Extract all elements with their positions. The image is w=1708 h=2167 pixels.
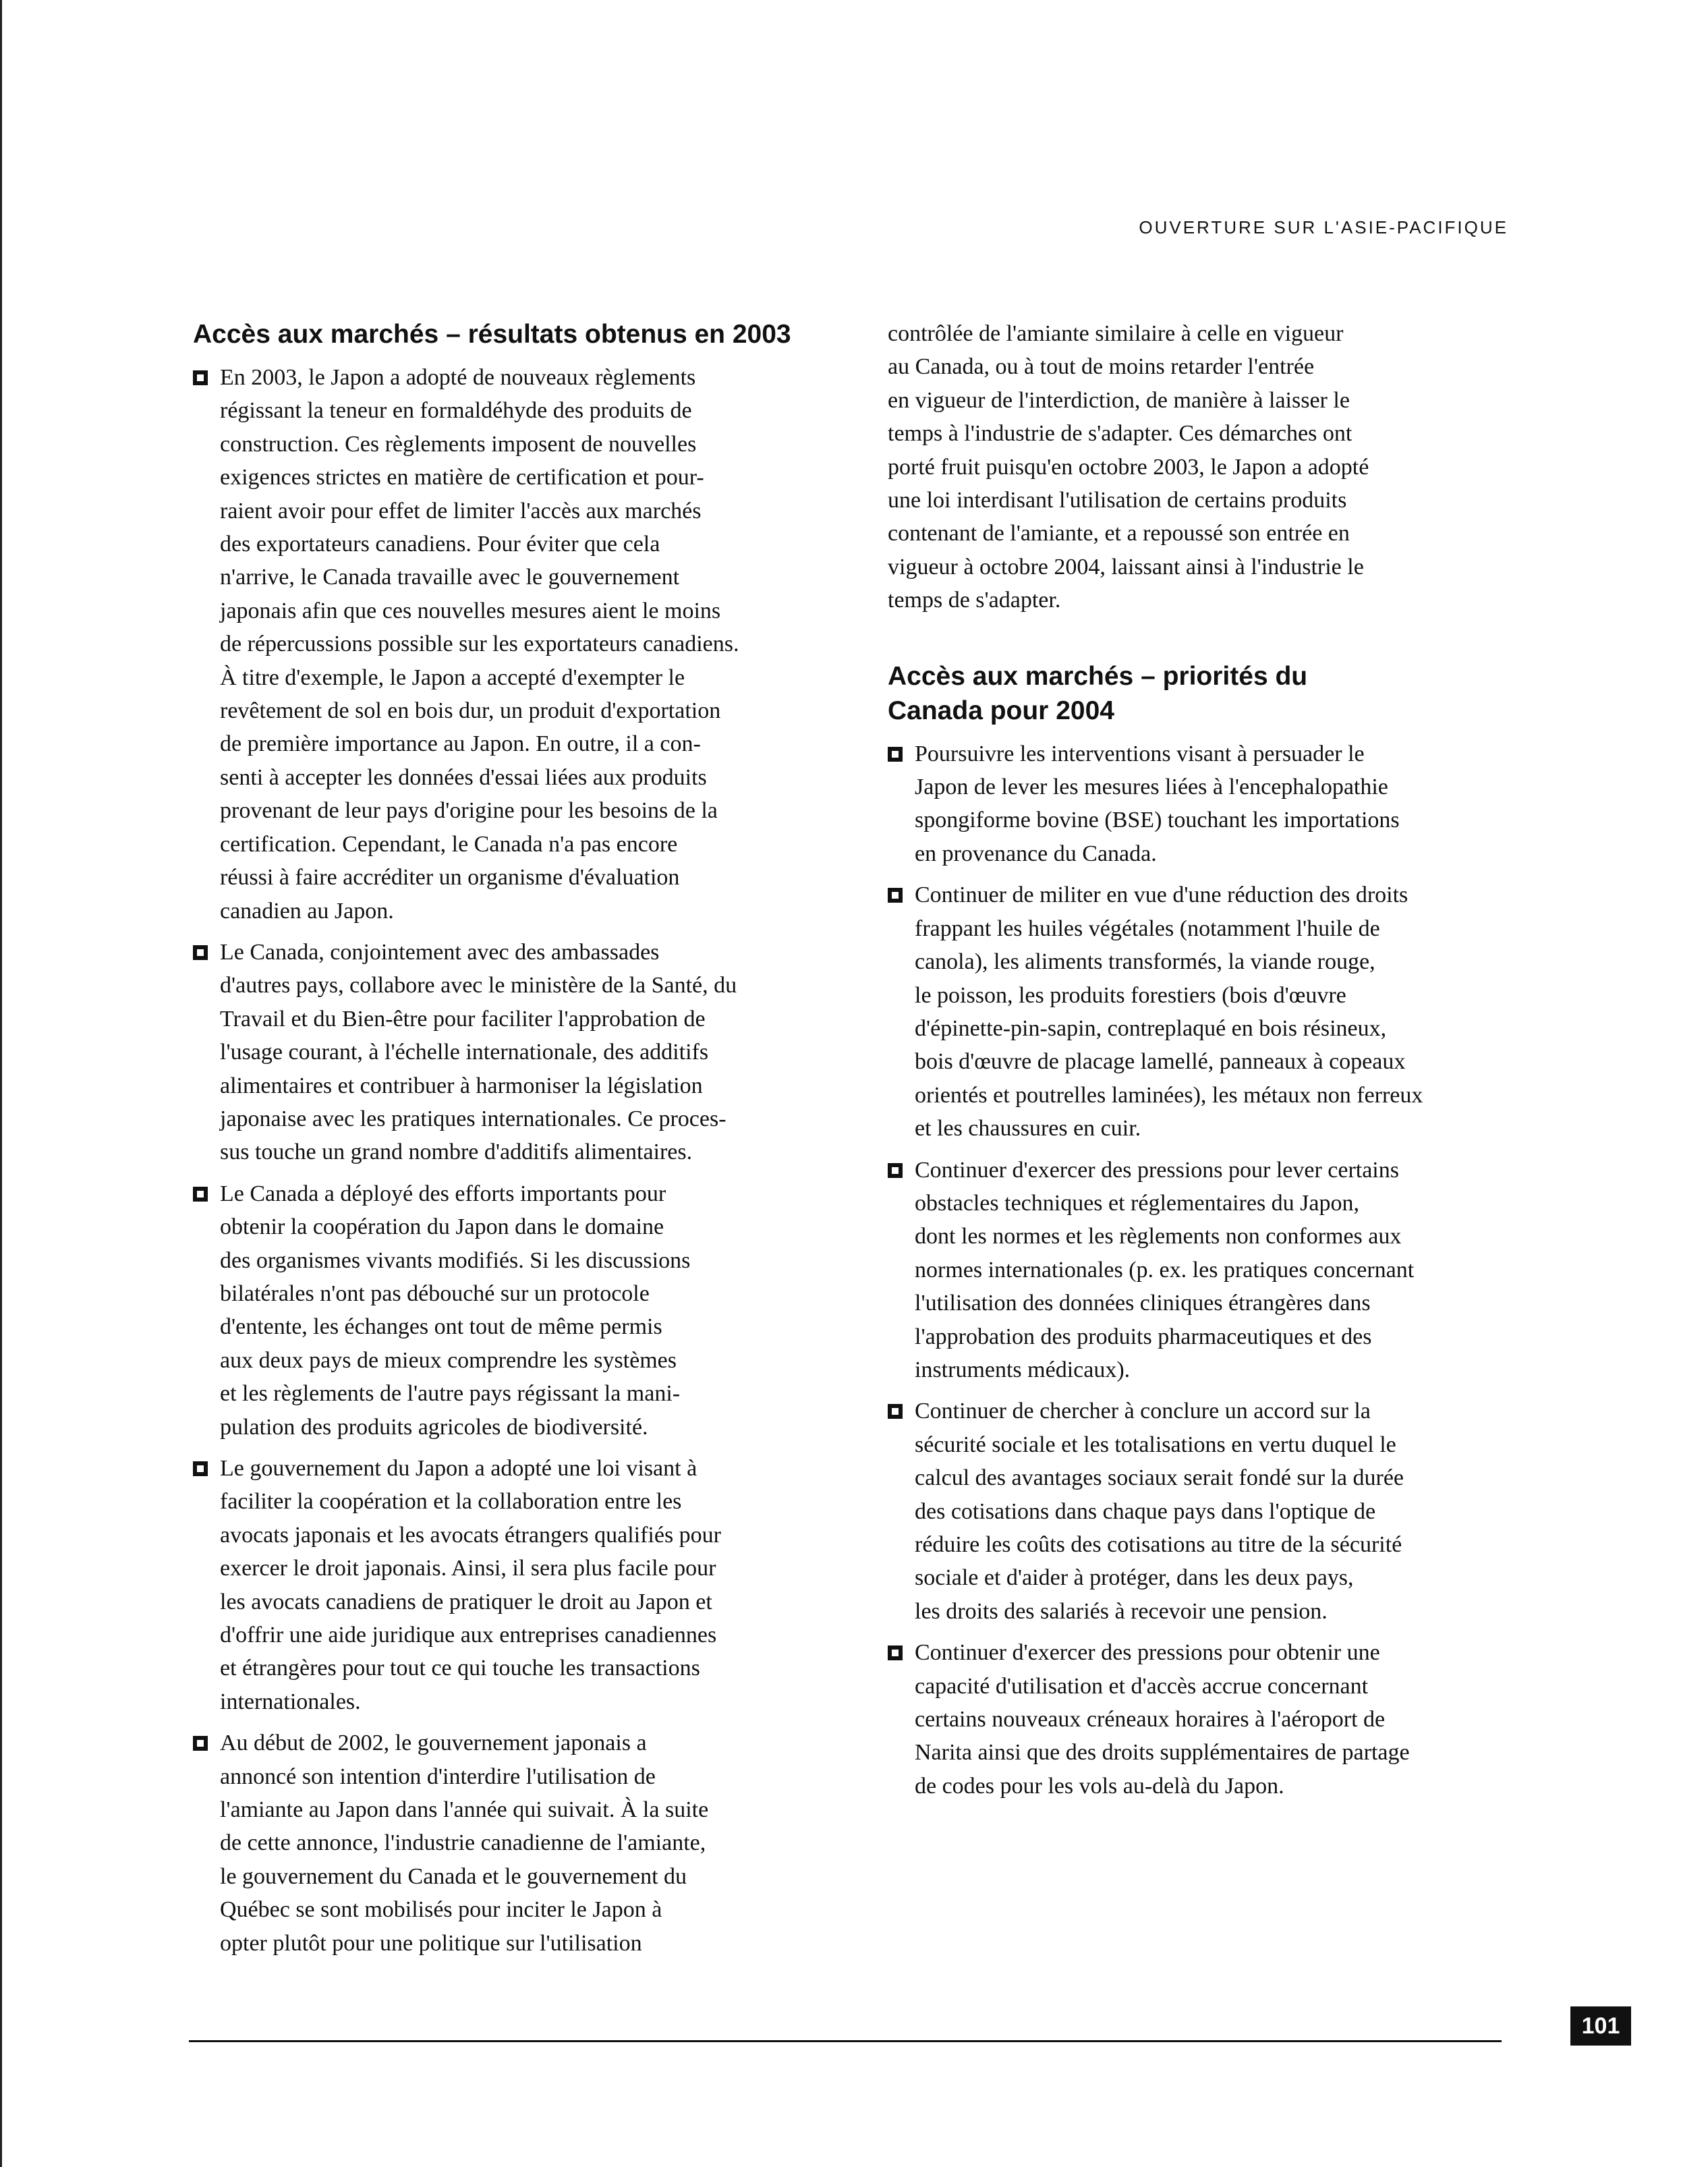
section-heading-priorities-2004: Accès aux marchés – priorités du Canada pour 2004 bbox=[888, 661, 1308, 725]
list-item bbox=[193, 936, 820, 1169]
list-item-text: Le gouvernement du Japon a adopté une loi visant à faciliter la coopération et la collaboration entre les avocats japonais et les avocats étrangers qualifiés pour exercer le droit japonais. Ainsi, il sera plus facile pour les avocats canadiens de pratiquer le droit au Japon et d'offrir une aide juridique aux entreprises canadiennes et étrangères pour tout ce qui touche les transactions internationales. bbox=[220, 1456, 722, 1714]
scan-edge bbox=[0, 0, 9, 2167]
list-item bbox=[193, 361, 820, 928]
list-item bbox=[888, 737, 1515, 871]
square-bullet-icon bbox=[888, 1163, 903, 1178]
continuation-paragraph: contrôlée de l'amiante similaire à celle en vigueur au Canada, ou à tout de moins retarder l'entrée en vigueur de l'interdiction, de manière à laisser le temps à l'industrie de s'adapter. Ces démarches ont porté fruit puisqu'en octobre 2003, le Japon a adopté une loi interdisant l'utilisation de certains produits contenant de l'amiante, et a repoussé son entrée en vigueur à octobre 2004, laissant ainsi à l'industrie le temps de s'adapter. bbox=[888, 321, 1369, 613]
list-item bbox=[193, 1452, 820, 1718]
right-column bbox=[888, 317, 1515, 1811]
square-bullet-icon bbox=[193, 1736, 208, 1751]
list-item bbox=[193, 1177, 820, 1444]
square-bullet-icon bbox=[193, 1461, 208, 1476]
list-item bbox=[888, 878, 1515, 1145]
square-bullet-icon bbox=[888, 1645, 903, 1660]
square-bullet-icon bbox=[888, 888, 903, 903]
list-item-text: Continuer de chercher à conclure un accord sur la sécurité sociale et les totalisations en vertu duquel le calcul des avantages sociaux serait fondé sur la durée des cotisations dans chaque pays dans l'optique de réduire les coûts des cotisations au titre de la sécurité sociale et d'aider à protéger, dans les deux pays, les droits des salariés à recevoir une pension. bbox=[915, 1399, 1404, 1624]
left-column bbox=[193, 317, 820, 1968]
list-item-text: Le Canada a déployé des efforts importants pour obtenir la coopération du Japon dans le domaine des organismes vivants modifiés. Si les discussions bilatérales n'ont pas débouché sur un protocole d'entente, les échanges ont tout de même permis aux deux pays de mieux comprendre les systèmes et les règlements de l'autre pays régissant la mani- pulation des produits agricoles de biodiversité. bbox=[220, 1181, 691, 1440]
list-item bbox=[888, 1395, 1515, 1628]
square-bullet-icon bbox=[193, 1187, 208, 1202]
list-item bbox=[193, 1726, 820, 1960]
running-head: OUVERTURE SUR L'ASIE-PACIFIQUE bbox=[1139, 217, 1508, 237]
list-item-text: Continuer d'exercer des pressions pour lever certains obstacles techniques et réglementaires du Japon, dont les normes et les règlements non conformes aux normes internationales (p. ex. les pratiques concernant l'utilisation des données cliniques étrangères dans l'approbation des produits pharmaceutiques et des instruments médicaux). bbox=[915, 1157, 1415, 1382]
list-item-text: Continuer de militer en vue d'une réduction des droits frappant les huiles végétales (notamment l'huile de canola), les aliments transformés, la viande rouge, le poisson, les produits forestiers (bois d'œuvre d'épinette-pin-sapin, contreplaqué en bois résineux, bois d'œuvre de placage lamellé, panneaux à copeaux orientés et poutrelles laminées), les métaux non ferreux et les chaussures en cuir. bbox=[915, 882, 1423, 1142]
list-item-text: Au début de 2002, le gouvernement japonais a annoncé son intention d'interdire l'utilisation de l'amiante au Japon dans l'année qui suivait. À la suite de cette annonce, l'industrie canadienne de l'amiante, le gouvernement du Canada et le gouvernement du Québec se sont mobilisés pour inciter le Japon à opter plutôt pour une politique sur l'utilisation bbox=[220, 1730, 709, 1956]
list-item-text: En 2003, le Japon a adopté de nouveaux règlements régissant la teneur en formaldéhyde des produits de construction. Ces règlements imposent de nouvelles exigences strictes en matière de certification et pour- raient avoir pour effet de limiter l'accès aux marchés des exportateurs canadiens. Pour éviter que cela n'arrive, le Canada travaille avec le gouvernement japonais afin que ces nouvelles mesures aient le moins de répercussions possible sur les exportateurs canadiens. À titre d'exemple, le Japon a accepté d'exempter le revêtement de sol en bois dur, un produit d'exportation de première importance au Japon. En outre, il a con- senti à accepter les données d'essai liées aux produits provenant de leur pays d'origine pour les besoins de la certification. Cependant, le Canada n'a pas encore réussi à faire accréditer un organisme d'évaluation canadien au Japon. bbox=[220, 365, 739, 924]
section-heading-results-2003: Accès aux marchés – résultats obtenus en 2003 bbox=[193, 320, 791, 349]
list-item bbox=[888, 1154, 1515, 1387]
square-bullet-icon bbox=[193, 370, 208, 385]
list-item bbox=[888, 1636, 1515, 1803]
page-number: 101 bbox=[1570, 2006, 1631, 2046]
list-item-text: Poursuivre les interventions visant à persuader le Japon de lever les mesures liées à l'encephalopathie spongiforme bovine (BSE) touchant les importations en provenance du Canada. bbox=[915, 741, 1400, 866]
list-item-text: Continuer d'exercer des pressions pour obtenir une capacité d'utilisation et d'accès accrue concernant certains nouveaux créneaux horaires à l'aéroport de Narita ainsi que des droits supplémentaires de partage de codes pour les vols au-delà du Japon. bbox=[915, 1640, 1410, 1799]
list-item-text: Le Canada, conjointement avec des ambassades d'autres pays, collabore avec le ministère de la Santé, du Travail et du Bien-être pour faciliter l'approbation de l'usage courant, à l'échelle internationale, des additifs alimentaires et contribuer à harmoniser la législation japonaise avec les pratiques internationales. Ce proces- sus touche un grand nombre d'additifs alimentaires. bbox=[220, 939, 737, 1165]
square-bullet-icon bbox=[193, 945, 208, 960]
square-bullet-icon bbox=[888, 747, 903, 762]
footer-rule bbox=[189, 2040, 1502, 2042]
square-bullet-icon bbox=[888, 1404, 903, 1419]
